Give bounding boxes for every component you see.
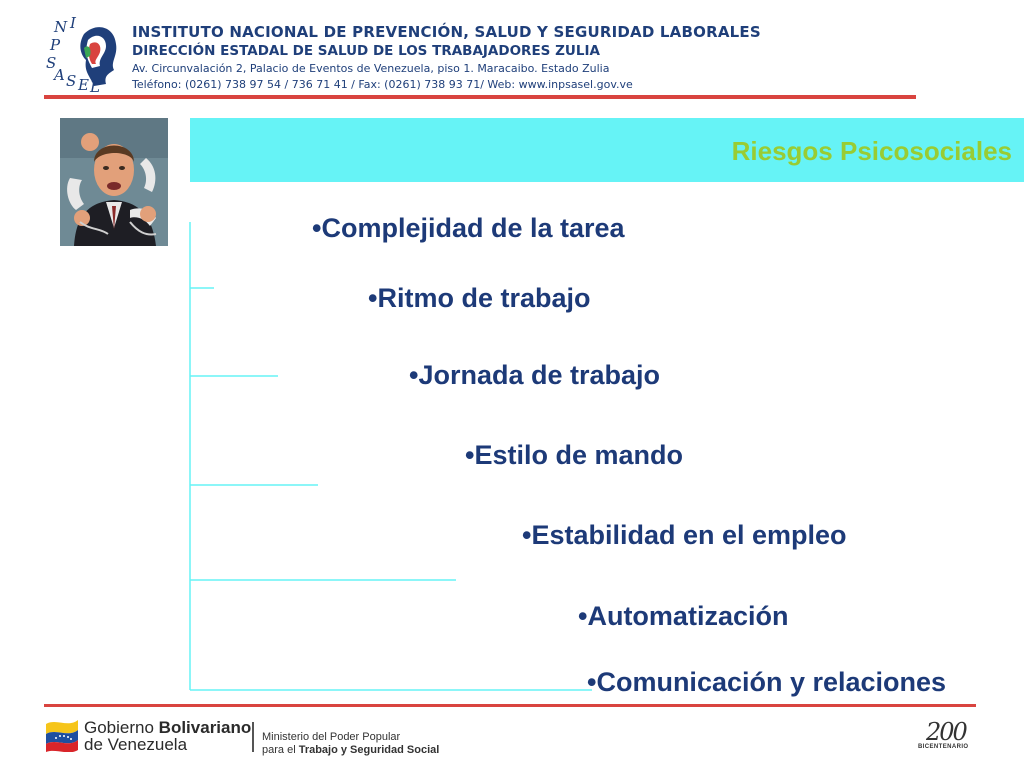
svg-text:N: N xyxy=(54,18,68,36)
venezuela-flag-icon xyxy=(44,714,80,752)
ministry-label xyxy=(262,731,439,757)
government-brand xyxy=(84,719,251,753)
footer-separator xyxy=(252,722,254,752)
inpsasel-logo xyxy=(44,14,126,94)
risk-item-job-stability: •Estabilidad en el empleo xyxy=(522,520,847,550)
institution-header xyxy=(132,22,761,93)
ministry-line-1: Ministerio del Poder Popular xyxy=(262,731,401,743)
bicentenario-number: 200 xyxy=(926,718,966,746)
risk-item-communication: •Comunicación y relaciones xyxy=(587,667,947,697)
svg-text:E: E xyxy=(78,76,89,94)
bicentenario-logo xyxy=(918,718,978,754)
svg-text:S: S xyxy=(66,72,77,90)
risk-item-work-rhythm: •Ritmo de trabajo xyxy=(368,283,591,313)
ministry-line-2a: para el xyxy=(262,744,299,756)
footer-divider xyxy=(44,704,976,707)
risk-item-complexity: •Complejidad de la tarea xyxy=(312,213,625,243)
directorate-name: DIRECCIÓN ESTADAL DE SALUD DE LOS TRABAJADORES ZULIA xyxy=(132,43,600,59)
institution-name: INSTITUTO NACIONAL DE PREVENCIÓN, SALUD Y SEGURIDAD LABORALES xyxy=(132,23,761,41)
ministry-line-2b: Trabajo y Seguridad Social xyxy=(298,744,440,756)
gov-word-gobierno: Gobierno xyxy=(84,718,159,737)
risk-item-management-style: •Estilo de mando xyxy=(465,440,683,470)
svg-text:P: P xyxy=(50,36,61,54)
risk-item-work-hours: •Jornada de trabajo xyxy=(409,360,661,390)
risk-item-automation: •Automatización xyxy=(578,601,789,631)
contact-line: Teléfono: (0261) 738 97 54 / 736 71 41 / Fax: (0261) 738 93 71/ Web: www.inpsasel.gov.ve xyxy=(132,78,633,91)
svg-text:L: L xyxy=(90,78,100,94)
svg-text:I: I xyxy=(70,14,76,32)
title-band xyxy=(190,118,1024,182)
stressed-man-photo xyxy=(60,118,168,246)
gov-word-venezuela: de Venezuela xyxy=(84,735,188,754)
slide-title: Riesgos Psicosociales xyxy=(731,136,1012,166)
gov-word-bolivariano: Bolivariano xyxy=(158,718,252,737)
address-line: Av. Circunvalación 2, Palacio de Eventos de Venezuela, piso 1. Maracaibo. Estado Zulia xyxy=(132,62,610,75)
svg-text:A: A xyxy=(54,66,65,84)
svg-text:S: S xyxy=(46,54,57,72)
bicentenario-word: BICENTENARIO xyxy=(918,744,969,750)
header-divider xyxy=(44,95,916,99)
